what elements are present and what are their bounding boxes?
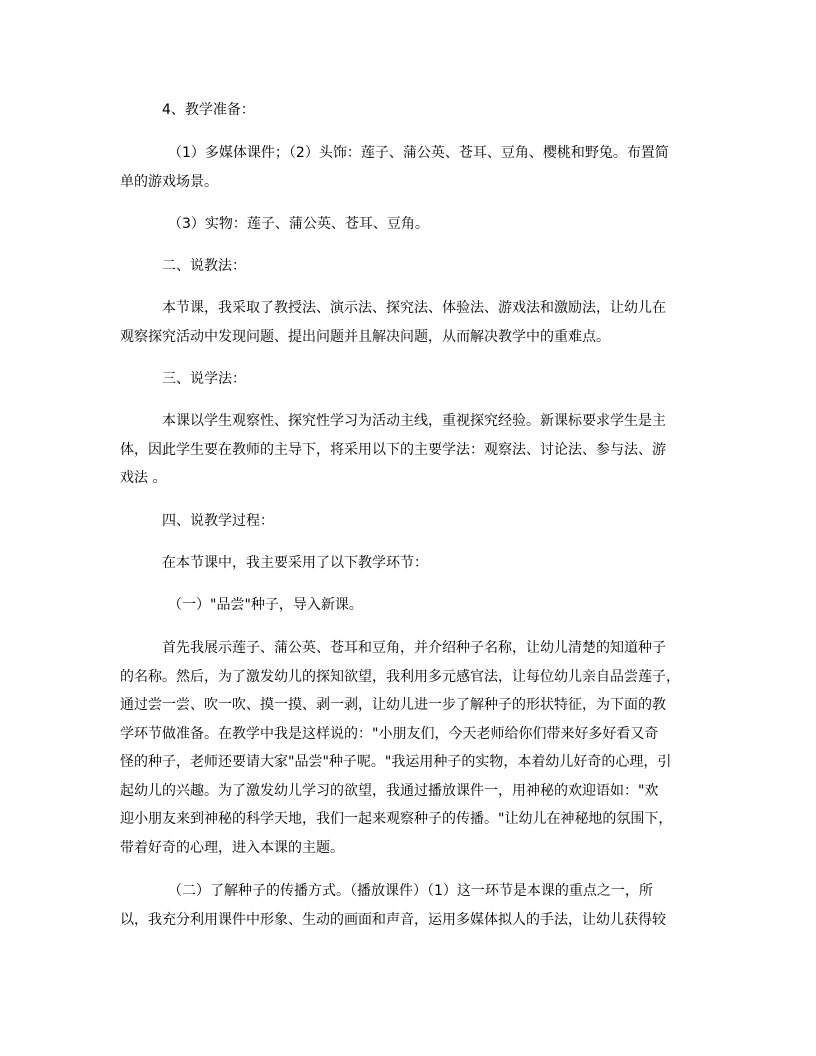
- teaching-method-heading: [120, 252, 696, 281]
- text-line: 本课以学生观察性、探究性学习为活动主线，重视探究经验。新课标要求学生是主: [162, 413, 666, 429]
- text-line: （3）实物：莲子、蒲公英、苍耳、豆角。: [168, 216, 429, 232]
- text-line: 在本节课中，我主要采用了以下教学环节：: [162, 555, 428, 571]
- text-line: 戏法 。: [120, 470, 167, 486]
- text-line: 通过尝一尝、吹一吹、摸一摸、剥一剥，让幼儿进一步了解种子的形状特征，为下面的教: [120, 697, 666, 713]
- text-line: 观察探究活动中发现问题、提出问题并且解决问题，从而解决教学中的重难点。: [120, 328, 610, 345]
- text-line: 带着好奇的心理，进入本课的主题。: [120, 839, 344, 856]
- text-line: 四、说教学过程：: [162, 513, 274, 529]
- text-line: 起幼儿的兴趣。为了激发幼儿学习的欲望，我通过播放课件一，用神秘的欢迎语如："欢: [120, 782, 659, 799]
- text-line: 4、教学准备：: [162, 102, 255, 118]
- text-line: 二、说教法：: [162, 258, 246, 274]
- learning-method-heading: [120, 365, 696, 394]
- step-1-title: [120, 591, 696, 620]
- text-line: 单的游戏场景。: [120, 173, 218, 190]
- text-line: 三、说学法：: [162, 371, 246, 387]
- step-1-body: [120, 634, 696, 862]
- teaching-process-heading: [120, 507, 696, 536]
- text-line: （一）"品尝"种子，导入新课。: [168, 597, 363, 613]
- text-line: （1）多媒体课件；（2）头饰：莲子、蒲公英、苍耳、豆角、樱桃和野兔。布置简: [168, 145, 669, 161]
- text-line: 本节课，我采取了教授法、演示法、探究法、体验法、游戏法和激励法，让幼儿在: [162, 300, 666, 316]
- step-2-body: [120, 877, 696, 934]
- text-line: 首先我展示莲子、蒲公英、苍耳和豆角，并介绍种子名称，让幼儿清楚的知道种子: [162, 640, 666, 656]
- text-line: 怪的种子，老师还要请大家"品尝"种子呢。"我运用种子的实物，本着幼儿好奇的心理，引: [120, 754, 672, 770]
- prep-item-3: [120, 210, 696, 239]
- prep-item-1: [120, 139, 696, 196]
- text-line: 迎小朋友来到神秘的科学天地，我们一起来观察种子的传播。"让幼儿在神秘地的氛围下，: [120, 811, 673, 827]
- text-line: 学环节做准备。在教学中我是这样说的："小朋友们，今天老师给你们带来好多好看又奇: [120, 725, 659, 742]
- teaching-method-body: [120, 294, 696, 351]
- teaching-process-intro: [120, 549, 696, 578]
- text-line: 以，我充分利用课件中形象、生动的画面和声音，运用多媒体拟人的手法，让幼儿获得较: [120, 911, 666, 928]
- text-line: （二）了解种子的传播方式。（播放课件）（1）这一环节是本课的重点之一，所: [168, 883, 653, 899]
- text-line: 的名称。然后，为了激发幼儿的探知欲望，我利用多元感官法，让每位幼儿亲自品尝莲子，: [120, 668, 680, 685]
- learning-method-body: [120, 407, 696, 493]
- text-line: 体，因此学生要在教师的主导下，将采用以下的主要学法：观察法、讨论法、参与法、游: [120, 441, 666, 458]
- prep-heading: [120, 96, 696, 125]
